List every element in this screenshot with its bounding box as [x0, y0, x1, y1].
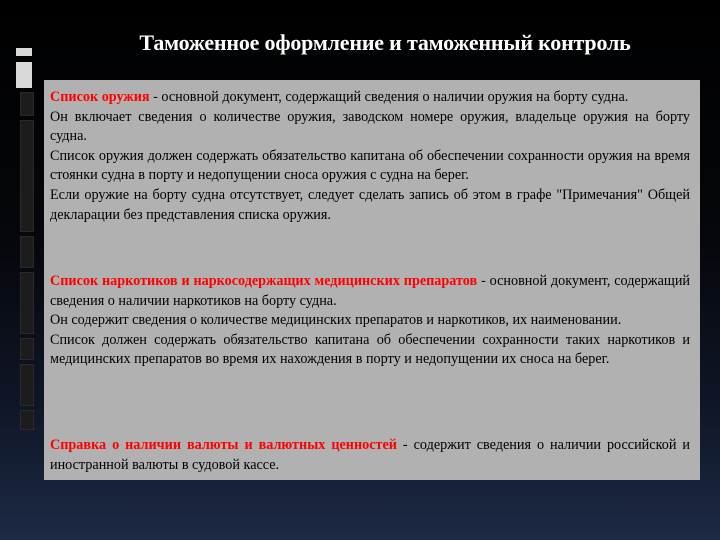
section-weapons-list [50, 88, 690, 225]
content-panel [44, 80, 700, 480]
section-lead-text: - содержит сведения о наличии российской и иностранной валюты в судовой кассе. [50, 437, 690, 473]
slide-title: Таможенное оформление и таможенный контроль [139, 30, 631, 55]
section-lead-paragraph [50, 436, 690, 475]
section-heading: Список оружия [50, 89, 150, 105]
section-paragraph: Он включает сведения о количестве оружия, заводском номере оружия, владельце оружия на борту судна. [50, 108, 690, 145]
decorative-bar [16, 62, 32, 88]
decorative-block [20, 272, 34, 334]
section-heading: Список наркотиков и наркосодержащих медицинских препаратов [50, 273, 478, 289]
section-lead-text: - основной документ, содержащий сведения о наличии наркотиков на борту судна. [50, 273, 691, 309]
decorative-block [20, 92, 34, 116]
decorative-bar [16, 48, 32, 56]
decorative-block [20, 410, 34, 430]
section-paragraph: Список оружия должен содержать обязательство капитана об обеспечении сохранности оружия на время стоянки судна в порту и недопущении сноса оружия с судна на берег. [50, 147, 690, 184]
section-paragraph: Список должен содержать обязательство капитана об обеспечении сохранности таких наркотиков и медицинских препаратов во время их нахождения в порту и недопущении их сноса на берег. [50, 331, 690, 368]
section-currency-certificate [50, 436, 690, 475]
section-lead-text: - основной документ, содержащий сведения о наличии оружия на борту судна. [149, 89, 629, 105]
decorative-block [20, 120, 34, 232]
decorative-block [20, 338, 34, 360]
section-lead-paragraph [50, 88, 690, 108]
section-paragraph: Если оружие на борту судна отсутствует, следует сделать запись об этом в графе "Примечания" Общей декларации без представления списка оружия. [50, 186, 690, 223]
decorative-sidebar [14, 0, 34, 540]
decorative-block [20, 236, 34, 268]
decorative-block [20, 364, 34, 406]
section-heading: Справка о наличии валюты и валютных ценностей [50, 437, 397, 453]
section-lead-paragraph [50, 272, 690, 311]
section-narcotics-list [50, 272, 690, 370]
section-paragraph: Он содержит сведения о количестве медицинских препаратов и наркотиков, их наименовании. [50, 312, 622, 329]
